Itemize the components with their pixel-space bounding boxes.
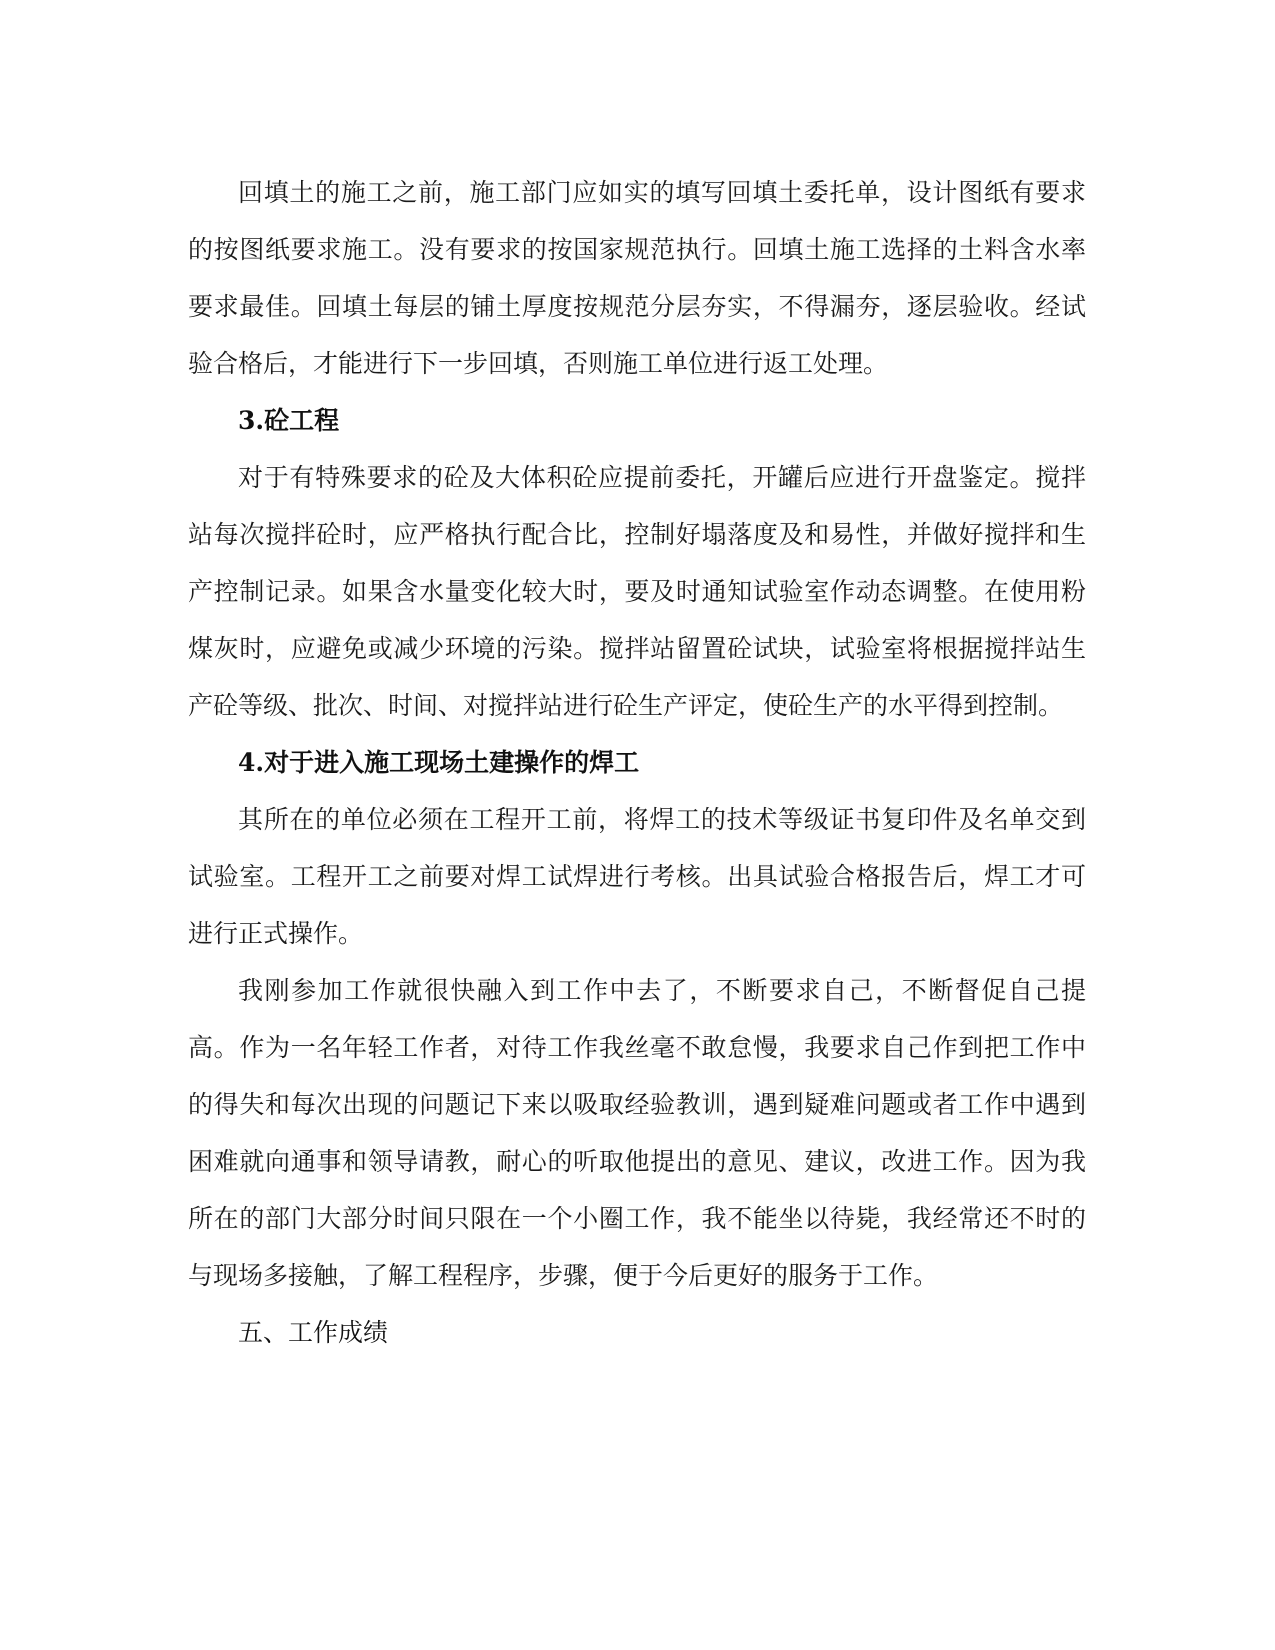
paragraph-concrete: 对于有特殊要求的砼及大体积砼应提前委托，开罐后应进行开盘鉴定。搅拌站每次搅拌砼时，应严格执行配合比，控制好塌落度及和易性，并做好搅拌和生产控制记录。如果含水量变化较大时，要及时通知试验室作动态调整。在使用粉煤灰时，应避免或减少环境的污染。搅拌站留置砼试块，试验室将根据搅拌站生产砼等级、批次、时间、对搅拌站进行砼生产评定，使砼生产的水平得到控制。 bbox=[188, 463, 1086, 720]
heading-welders: 4.对于进入施工现场土建操作的焊工 bbox=[238, 748, 640, 777]
heading-concrete-works: 3.砼工程 bbox=[238, 406, 340, 435]
document-body bbox=[188, 164, 1086, 1361]
paragraph-personal-work: 我刚参加工作就很快融入到工作中去了，不断要求自己，不断督促自己提高。作为一名年轻工作者，对待工作我丝毫不敢怠慢，我要求自己作到把工作中的得失和每次出现的问题记下来以吸取经验教训，遇到疑难问题或者工作中遇到困难就向通事和领导请教，耐心的听取他提出的意见、建议，改进工作。因为我所在的部门大部分时间只限在一个小圈工作，我不能坐以待毙，我经常还不时的与现场多接触，了解工程程序，步骤，便于今后更好的服务于工作。 bbox=[188, 976, 1086, 1290]
paragraph-backfill: 回填土的施工之前，施工部门应如实的填写回填土委托单，设计图纸有要求的按图纸要求施工。没有要求的按国家规范执行。回填土施工选择的土料含水率要求最佳。回填土每层的铺土厚度按规范分层夯实，不得漏夯，逐层验收。经试验合格后，才能进行下一步回填，否则施工单位进行返工处理。 bbox=[188, 178, 1086, 378]
heading-work-results: 五、工作成绩 bbox=[238, 1318, 389, 1347]
paragraph-welders: 其所在的单位必须在工程开工前，将焊工的技术等级证书复印件及名单交到试验室。工程开工之前要对焊工试焊进行考核。出具试验合格报告后，焊工才可进行正式操作。 bbox=[188, 805, 1086, 948]
